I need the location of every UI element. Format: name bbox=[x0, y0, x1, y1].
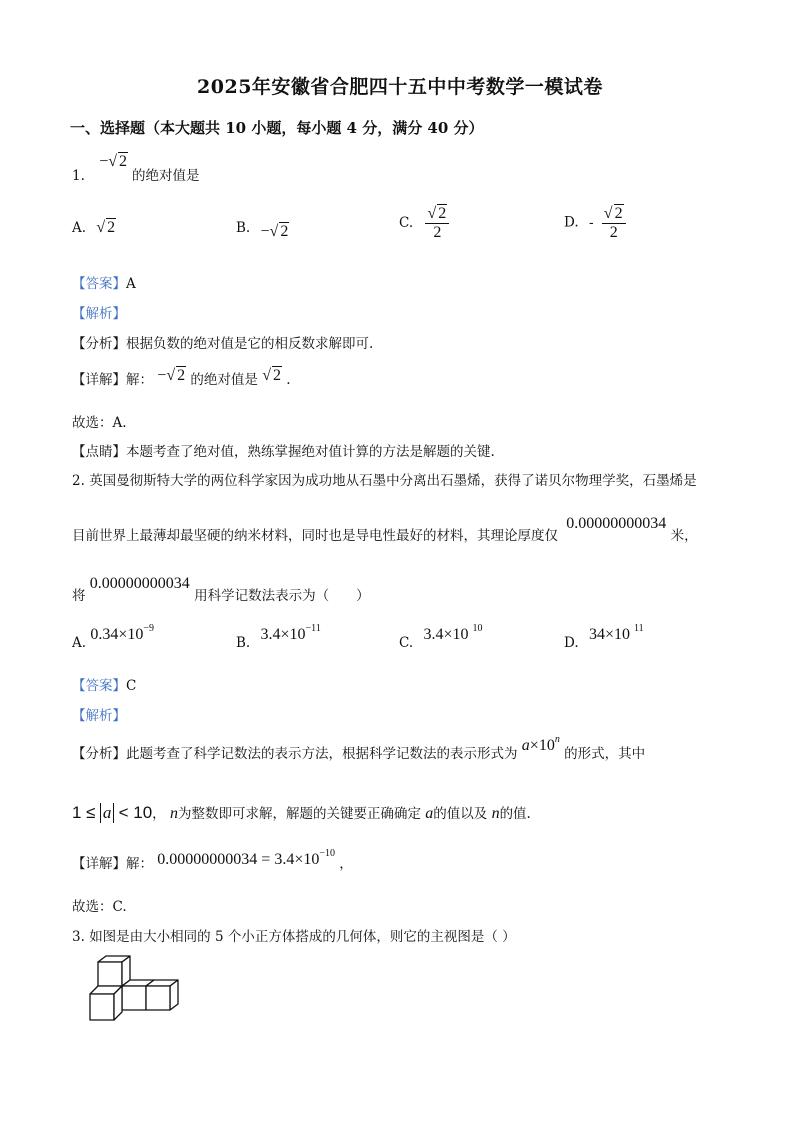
question-number: 1. bbox=[72, 168, 85, 184]
q1-option-a: A. √ 2 bbox=[72, 219, 116, 236]
q3-cube-figure bbox=[84, 950, 194, 1030]
q1-option-c: C. $\frac{√ 2}{2}$ bbox=[399, 204, 449, 242]
q1-option-d: D. - $\frac{√ 2}{2}$ bbox=[564, 204, 626, 242]
q1-analysis-tag: 【解析】 bbox=[72, 306, 126, 322]
question-2-line-2: 目前世界上最薄却最坚硬的纳米材料，同时也是导电性最好的材料，其理论厚度仅 0.00000000034 米， bbox=[72, 515, 698, 544]
q2-option-d: D. 34×10 $^{11}$ bbox=[564, 623, 644, 651]
question-1-stem bbox=[72, 153, 200, 185]
q2-analysis-tag: 【解析】 bbox=[72, 708, 126, 724]
q1-stem-text: 的绝对值是 bbox=[132, 168, 200, 184]
q1-answer: 【答案】A bbox=[72, 276, 136, 292]
q1-fenxi: 【分析】根据负数的绝对值是它的相反数求解即可. bbox=[72, 336, 374, 352]
page-title: 2025年安徽省合肥四十五中中考数学一模试卷 bbox=[197, 76, 603, 98]
q1-option-b: B. −√ 2 bbox=[236, 220, 289, 240]
q2-choice: 故选：C. bbox=[72, 899, 127, 915]
question-2-line-1: 2. 英国曼彻斯特大学的两位科学家因为成功地从石墨中分离出石墨烯，获得了诺贝尔物理学奖，石墨烯是 bbox=[72, 473, 697, 489]
q2-answer: 【答案】C bbox=[72, 678, 137, 694]
q2-fenxi: 【分析】此题考查了科学记数法的表示方法，根据科学记数法的表示形式为 $a\times 10^n$ 的形式，其中 bbox=[72, 734, 646, 762]
q1-choice: 故选：A. bbox=[72, 415, 127, 431]
q2-xiangjie: 【详解】解： $0.00000000034 = 3.4\times 10^{-10}$ ， bbox=[72, 848, 353, 872]
section-heading: 一、选择题（本大题共 10 小题，每小题 4 分，满分 40 分） bbox=[70, 119, 484, 137]
q2-option-a: A. $0.34\times 10^{-9}$ bbox=[72, 623, 155, 651]
q2-option-b: B. $3.4\times 10^{-11}$ bbox=[236, 623, 321, 651]
q2-option-c: C. 3.4×10 $^{10}$ bbox=[399, 623, 483, 651]
q1-expression: −√ 2 bbox=[99, 153, 127, 170]
q1-xiangjie: 【详解】解： −√ 2 的绝对值是 √ 2 . bbox=[72, 367, 291, 388]
question-2-line-3: 将 0.00000000034 用科学记数法表示为（ ） bbox=[72, 575, 370, 604]
q2-condition: 1 ≤ a < 10， n为整数即可求解，解题的关键要正确确定 a的值以及 n的值. bbox=[72, 803, 531, 822]
question-3-stem: 3. 如图是由大小相同的 5 个小正方体搭成的几何体，则它的主视图是（ ） bbox=[72, 929, 516, 945]
q1-dianjing: 【点睛】本题考查了绝对值，熟练掌握绝对值计算的方法是解题的关键. bbox=[72, 444, 495, 460]
